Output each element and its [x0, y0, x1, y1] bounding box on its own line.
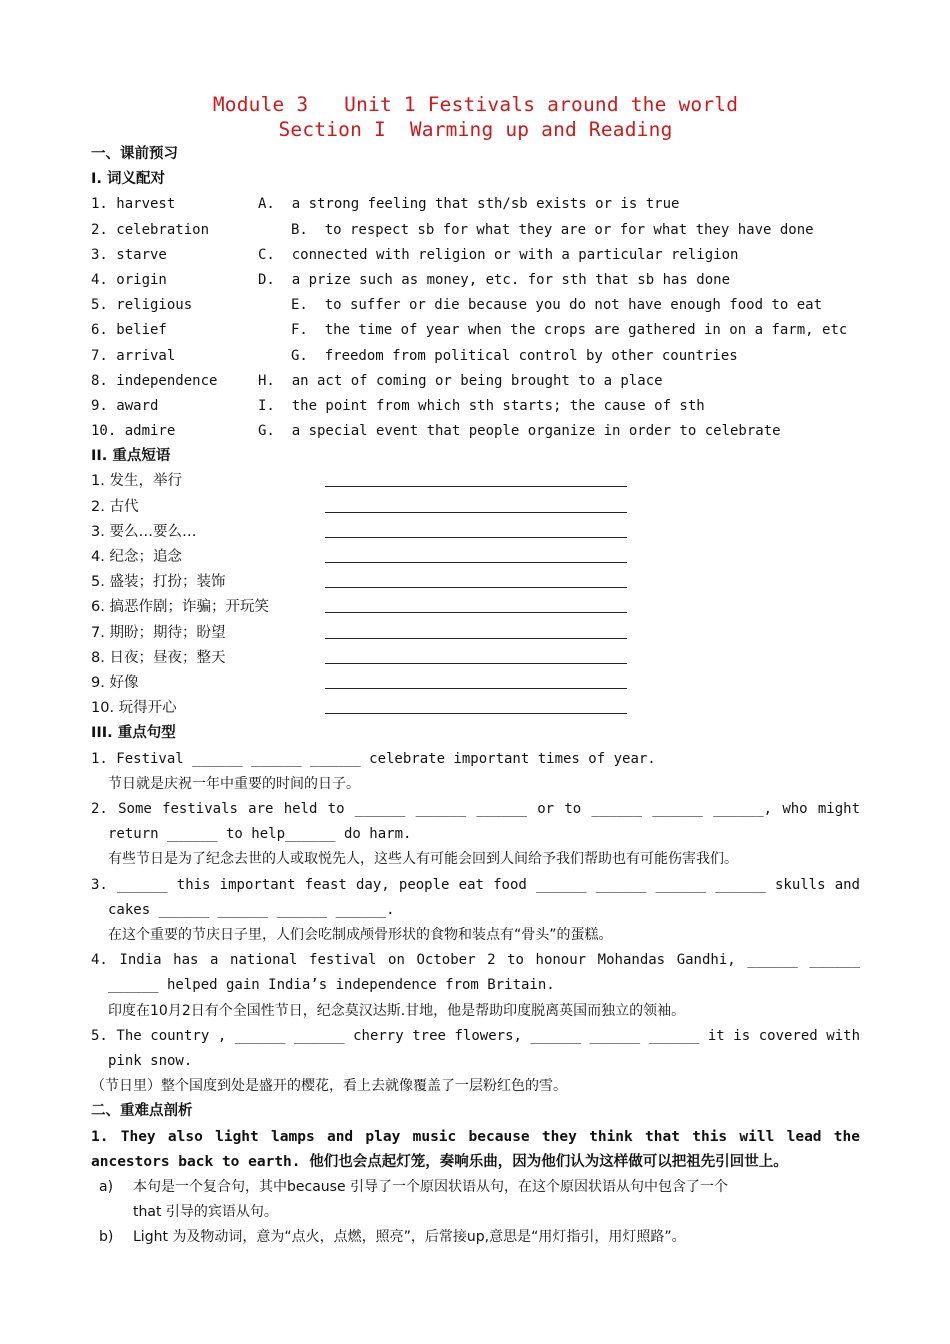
section-1-heading: 一、课前预习 [91, 146, 178, 162]
phrase-item [91, 696, 860, 721]
vocab-word: 2. celebration [91, 221, 210, 238]
vocab-matching-list [91, 192, 860, 444]
answer-blank[interactable] [325, 638, 627, 639]
analysis-sentence-en: 1. They also light lamps and play music because they think that this will lead the [91, 1128, 860, 1145]
phrase-cn: 10. 玩得开心 [91, 700, 177, 717]
vocab-item [91, 419, 860, 444]
phrase-cn: 5. 盛装；打扮；装饰 [91, 574, 226, 591]
answer-blank[interactable] [325, 512, 627, 513]
analysis-sentence-cn: ancestors back to earth. 他们也会点起灯笼，奏响乐曲，因为他们认为这样做可以把祖先引回世上。 [91, 1153, 788, 1170]
vocab-item [91, 293, 860, 318]
sentence-item [91, 873, 860, 949]
vocab-definition: G. freedom from political control by other countries [291, 347, 738, 364]
vocab-word: 6. belief [91, 322, 167, 339]
phrase-list [91, 469, 860, 721]
answer-blank[interactable] [325, 713, 627, 714]
vocab-definition: E. to suffer or die because you do not have enough food to eat [291, 297, 823, 314]
sentence-en: pink snow. [108, 1052, 193, 1069]
vocab-definition: A. a strong feeling that sth/sb exists or is true [258, 196, 680, 213]
phrase-item [91, 595, 860, 620]
answer-blank[interactable] [325, 562, 627, 563]
sentence-item [91, 797, 860, 873]
vocab-word: 9. award [91, 397, 159, 414]
vocab-item [91, 218, 860, 243]
vocab-item [91, 243, 860, 268]
sentence-en: ______ helped gain India’s independence from Britain. [108, 977, 555, 994]
vocab-word: 4. origin [91, 271, 167, 288]
section-2-heading: 二、重难点剖析 [91, 1103, 193, 1120]
phrase-cn: 2. 古代 [91, 498, 139, 515]
sentence-pattern-list [91, 747, 860, 1100]
phrase-item [91, 570, 860, 595]
part-1-heading: I. 词义配对 [91, 171, 165, 188]
vocab-item [91, 192, 860, 217]
sentence-cn: 节日就是庆祝一年中重要的时间的日子。 [108, 775, 360, 792]
vocab-definition: G. a special event that people organize in order to celebrate [258, 423, 781, 440]
analysis-note [91, 1175, 860, 1225]
vocab-definition: I. the point from which sth starts; the cause of sth [258, 397, 705, 414]
answer-blank[interactable] [325, 537, 627, 538]
vocab-item [91, 369, 860, 394]
analysis-point-1 [91, 1125, 860, 1251]
vocab-item [91, 394, 860, 419]
phrase-cn: 7. 期盼；期待；盼望 [91, 624, 226, 641]
answer-blank[interactable] [325, 663, 627, 664]
answer-blank[interactable] [325, 587, 627, 588]
phrase-cn: 4. 纪念；追念 [91, 549, 182, 565]
phrase-item [91, 545, 860, 570]
phrase-item [91, 495, 860, 520]
vocab-word: 5. religious [91, 297, 193, 314]
answer-blank[interactable] [325, 612, 627, 613]
sentence-en: cakes ______ ______ ______ ______. [108, 901, 395, 918]
analysis-notes [91, 1175, 860, 1251]
sentence-item [91, 948, 860, 1024]
phrase-item [91, 646, 860, 671]
vocab-word: 10. admire [91, 423, 176, 440]
sentence-item [91, 747, 860, 797]
sentence-en: 5. The country , ______ ______ cherry tree flowers, ______ ______ ______ it is covered with [91, 1027, 860, 1044]
sentence-cn: 印度在10月2日有个全国性节日，纪念莫汉达斯.甘地，他是帮助印度脱离英国而独立的领袖。 [108, 1002, 686, 1019]
part-2-heading: II. 重点短语 [91, 448, 171, 465]
phrase-cn: 3. 要么…要么… [91, 523, 197, 540]
vocab-definition: D. a prize such as money, etc. for sth that sb has done [258, 271, 731, 288]
note-text: Light 为及物动词，意为“点火，点燃，照亮”，后常接up,意思是“用灯指引，用灯照路”。 [133, 1229, 686, 1246]
answer-blank[interactable] [325, 486, 627, 487]
worksheet-page [91, 92, 860, 1251]
page-title [91, 92, 860, 142]
vocab-definition: B. to respect sb for what they are or for what they have done [291, 221, 814, 238]
vocab-item [91, 318, 860, 343]
phrase-item [91, 671, 860, 696]
title-line-2: Section I Warming up and Reading [278, 118, 673, 141]
note-text: 本句是一个复合句，其中because 引导了一个原因状语从句，在这个原因状语从句中包含了一个 [133, 1178, 729, 1195]
vocab-item [91, 268, 860, 293]
sentence-en: return ______ to help______ do harm. [108, 826, 412, 843]
vocab-definition: C. connected with religion or with a particular religion [258, 246, 739, 263]
analysis-note [91, 1225, 860, 1250]
phrase-cn: 8. 日夜；昼夜；整天 [91, 649, 226, 666]
phrase-item [91, 621, 860, 646]
phrase-cn: 9. 好像 [91, 674, 139, 691]
vocab-word: 1. harvest [91, 196, 176, 213]
sentence-en: 2. Some festivals are held to ______ ______ ______ or to ______ ______ ______, who might [91, 800, 860, 817]
note-text: that 引导的宾语从句。 [133, 1204, 278, 1221]
part-3-heading: III. 重点句型 [91, 725, 176, 742]
sentence-cn: 有些节日是为了纪念去世的人或取悦先人，这些人有可能会回到人间给予我们帮助也有可能伤害我们。 [108, 851, 738, 868]
sentence-cn: （节日里）整个国度到处是盛开的樱花，看上去就像覆盖了一层粉红色的雪。 [91, 1078, 567, 1095]
vocab-definition: H. an act of coming or being brought to a place [258, 372, 663, 389]
vocab-word: 7. arrival [91, 347, 176, 364]
note-label: a) [99, 1178, 114, 1195]
phrase-item [91, 469, 860, 494]
phrase-item [91, 520, 860, 545]
note-label: b) [99, 1229, 114, 1246]
title-line-1: Module 3 Unit 1 Festivals around the world [212, 93, 739, 116]
answer-blank[interactable] [325, 688, 627, 689]
phrase-cn: 6. 搞恶作剧；诈骗；开玩笑 [91, 599, 269, 616]
sentence-en: 3. ______ this important feast day, people eat food ______ ______ ______ ______ skulls and [91, 876, 860, 893]
sentence-en: 4. India has a national festival on October 2 to honour Mohandas Gandhi, ______ ______ [91, 952, 860, 969]
vocab-item [91, 344, 860, 369]
phrase-cn: 1. 发生，举行 [91, 473, 182, 490]
sentence-item [91, 1024, 860, 1100]
vocab-definition: F. the time of year when the crops are gathered in on a farm, etc [291, 322, 848, 339]
sentence-cn: 在这个重要的节庆日子里，人们会吃制成颅骨形状的食物和装点有“骨头”的蛋糕。 [108, 926, 613, 943]
vocab-word: 8. independence [91, 372, 218, 389]
sentence-en: 1. Festival ______ ______ ______ celebrate important times of year. [91, 750, 656, 767]
vocab-word: 3. starve [91, 246, 167, 263]
